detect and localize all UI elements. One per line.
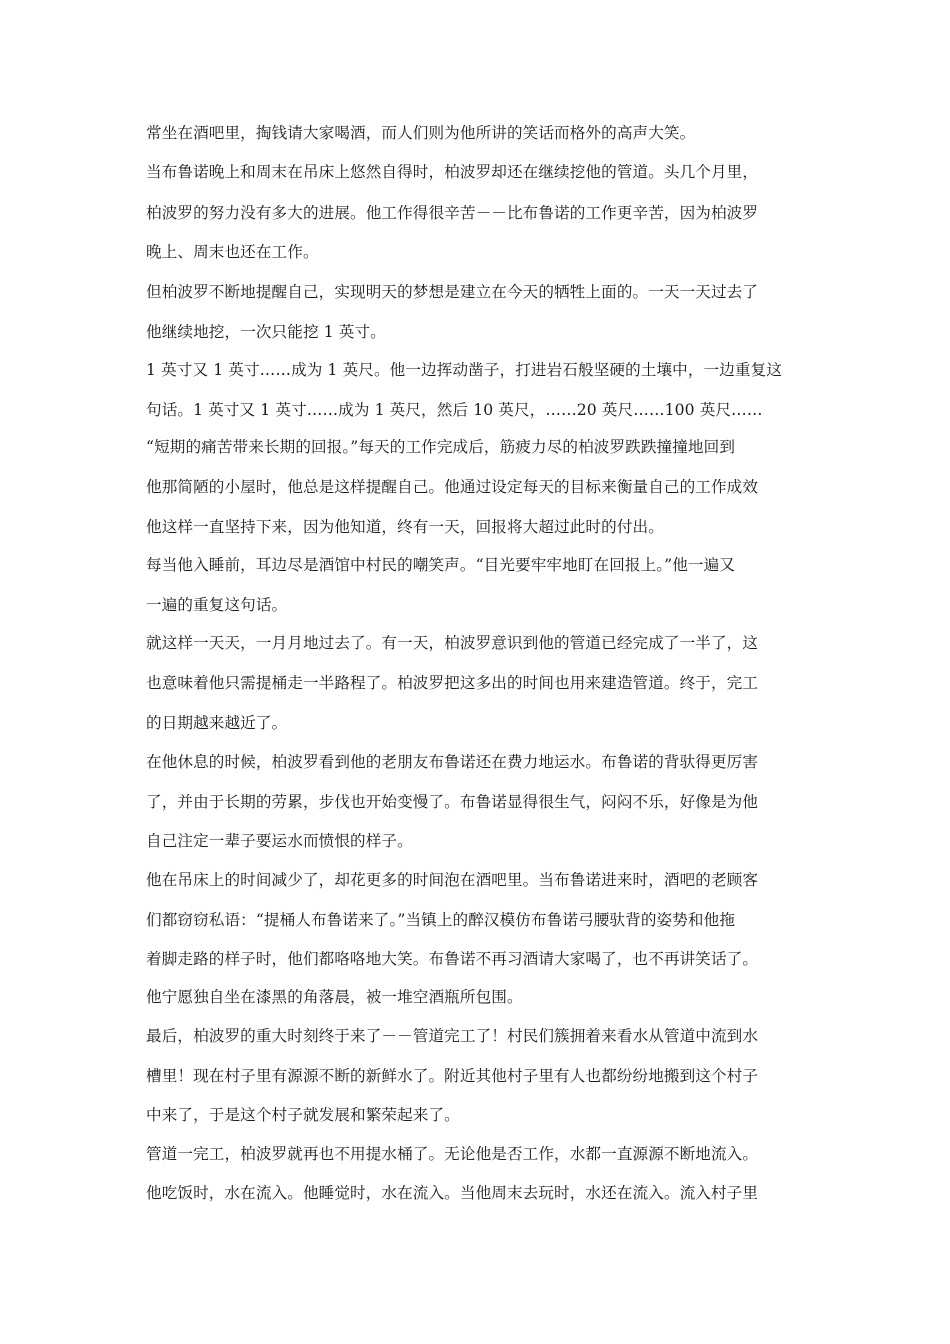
text-line: 自己注定一辈子要运水而愤恨的样子。 [146, 832, 413, 850]
text-line: 常坐在酒吧里，掏钱请大家喝酒，而人们则为他所讲的笑话而格外的高声大笑。 [146, 124, 696, 142]
text-line: 他宁愿独自坐在漆黑的角落晨，被一堆空酒瓶所包围。 [146, 988, 523, 1006]
text-line: 在他休息的时候，柏波罗看到他的老朋友布鲁诺还在费力地运水。布鲁诺的背驮得更厉害 [146, 753, 759, 771]
text-line: 了，并由于长期的劳累，步伐也开始变慢了。布鲁诺显得很生气，闷闷不乐，好像是为他 [146, 793, 759, 811]
text-line: 但柏波罗不断地提醒自己，实现明天的梦想是建立在今天的牺牲上面的。一天一天过去了 [146, 283, 759, 301]
text-line: 的日期越来越近了。 [146, 714, 288, 732]
text-line: “短期的痛苦带来长期的回报。”每天的工作完成后，筋疲力尽的柏波罗跌跌撞撞地回到 [146, 438, 736, 456]
text-line: 柏波罗的努力没有多大的进展。他工作得很辛苦－－比布鲁诺的工作更辛苦，因为柏波罗 [146, 204, 759, 222]
text-line: 他在吊床上的时间减少了，却花更多的时间泡在酒吧里。当布鲁诺进来时，酒吧的老顾客 [146, 871, 759, 889]
text-line: 着脚走路的样子时，他们都咯咯地大笑。布鲁诺不再习酒请大家喝了，也不再讲笑话了。 [146, 950, 759, 968]
text-line: 晚上、周末也还在工作。 [146, 243, 319, 261]
text-line: 他这样一直坚持下来，因为他知道，终有一天，回报将大超过此时的付出。 [146, 518, 664, 536]
text-line: 他那简陋的小屋时，他总是这样提醒自己。他通过设定每天的目标来衡量自己的工作成效 [146, 478, 759, 496]
text-line: 中来了，于是这个村子就发展和繁荣起来了。 [146, 1106, 460, 1124]
text-line: 就这样一天天，一月月地过去了。有一天，柏波罗意识到他的管道已经完成了一半了，这 [146, 634, 759, 652]
text-line: 一遍的重复这句话。 [146, 596, 288, 614]
text-line: 也意味着他只需提桶走一半路程了。柏波罗把这多出的时间也用来建造管道。终于，完工 [146, 674, 759, 692]
text-line: 槽里！现在村子里有源源不断的新鲜水了。附近其他村子里有人也都纷纷地搬到这个村子 [146, 1067, 759, 1085]
text-line: 1 英寸又 1 英寸……成为 1 英尺。他一边挥动凿子，打进岩石般坚硬的土壤中，一边重复这 [146, 361, 783, 379]
text-line: 每当他入睡前，耳边尽是酒馆中村民的嘲笑声。“目光要牢牢地盯在回报上。”他一遍又 [146, 556, 736, 574]
text-line: 当布鲁诺晚上和周末在吊床上悠然自得时，柏波罗却还在继续挖他的管道。头几个月里， [146, 163, 759, 181]
text-line: 管道一完工，柏波罗就再也不用提水桶了。无论他是否工作，水都一直源源不断地流入。 [146, 1145, 759, 1163]
text-line: 他继续地挖，一次只能挖 1 英寸。 [146, 323, 386, 341]
text-line: 最后，柏波罗的重大时刻终于来了－－管道完工了！村民们簇拥着来看水从管道中流到水 [146, 1027, 759, 1045]
text-line: 他吃饭时，水在流入。他睡觉时，水在流入。当他周末去玩时，水还在流入。流入村子里 [146, 1184, 759, 1202]
text-line: 句话。1 英寸又 1 英寸……成为 1 英尺，然后 10 英尺，……20 英尺……100 英尺…… [146, 401, 763, 419]
text-line: 们都窃窃私语：“提桶人布鲁诺来了。”当镇上的醉汉模仿布鲁诺弓腰驮背的姿势和他拖 [146, 911, 736, 929]
